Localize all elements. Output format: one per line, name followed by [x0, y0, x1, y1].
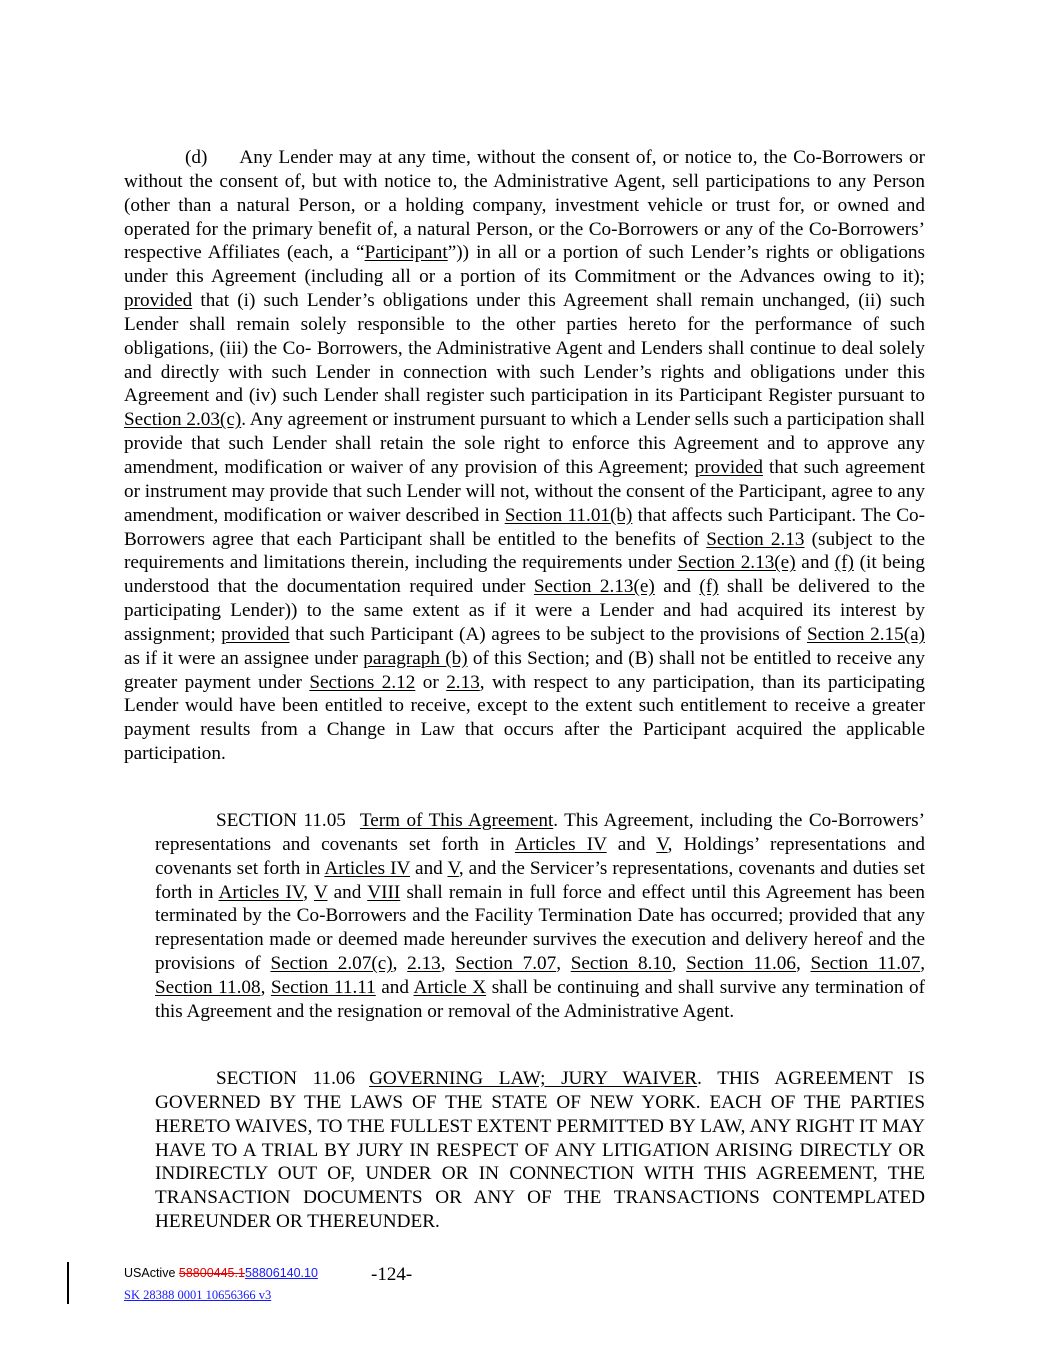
article-ref-iv: Articles IV [514, 833, 607, 855]
defined-term-participant: Participant [364, 242, 448, 264]
section-ref-2-07c: Section 2.07(c) [270, 953, 393, 975]
paragraph-text: that such agreement or instrument may provide that such Lender will not, without the consent of the Participant, agree to any amendment, modification or waiver described in [124, 456, 925, 526]
section-ref-2-13: 2.13 [446, 671, 480, 693]
section-ref-2-03c: Section 2.03(c) [124, 409, 242, 431]
section-ref-11-07: Section 11.07 [810, 953, 921, 975]
paragraph-text: shall be delivered to the participating Lender)) to the same extent as if it were a Lender and had acquired its interest by assignment; [124, 576, 925, 645]
section-text: and [606, 833, 657, 855]
section-ref-8-10: Section 8.10 [570, 953, 672, 975]
section-text: and [375, 976, 414, 998]
paragraph-text: (subject to the requirements and limitations therein, including the requirements under [124, 528, 926, 574]
section-ref-2-13: 2.13 [407, 953, 441, 975]
paragraph-text: ”)) in all or a portion of such Lender’s rights or obligations under this Agreement (including all or a portion of its Commitment or the Advances owing to it); [124, 242, 925, 288]
deleted-doc-number: 58800445.1 [178, 1266, 245, 1280]
footer-prefix: USActive [124, 1266, 179, 1280]
article-ref-iv: Articles IV [218, 881, 304, 903]
article-ref-x: Article X [413, 976, 487, 998]
provided-term: provided [221, 623, 290, 645]
section-text: , [440, 953, 456, 975]
footer-doc-number [124, 1266, 318, 1280]
section-ref-2-15a: Section 2.15(a) [806, 623, 925, 645]
section-text: . THIS AGREEMENT IS GOVERNED BY THE LAWS OF THE STATE OF NEW YORK. EACH OF THE PARTIES HERETO WAIVES, TO THE FULLEST EXTENT PERMITTED BY LAW, ANY RIGHT IT MAY HAVE TO A TRIAL BY JURY IN RESPECT OF ANY LITIGATION ARISING DIRECTLY OR INDIRECTLY OUT OF, UNDER OR IN CONNECTION WITH THIS AGREEMENT, THE TRANSACTION DOCUMENTS OR ANY OF THE TRANSACTIONS CONTEMPLATED HEREUNDER OR THEREUNDER. [155, 1068, 925, 1233]
inserted-doc-number: 58806140.10 [244, 1266, 318, 1280]
paragraph-text: , with respect to any participation, than its participating Lender would have been entitled to receive, except to the extent such entitlement to receive a greater payment results from a Change in Law that occurs after the Participant acquired the applicable participation. [124, 671, 926, 765]
paragraph-text: and [795, 552, 835, 574]
section-number: SECTION 11.06 [216, 1068, 356, 1089]
paragraph-ref-b: paragraph (b) [363, 647, 468, 669]
section-ref-2-12: Sections 2.12 [309, 671, 416, 693]
section-ref-11-08: Section 11.08 [155, 976, 261, 998]
paragraph-text: as if it were an assignee under [124, 647, 364, 669]
paragraph-label: (d) [185, 147, 208, 168]
paragraph-text: or [415, 671, 447, 693]
section-text: , [671, 953, 687, 975]
section-ref-2-13e: Section 2.13(e) [533, 576, 655, 598]
section-text: shall remain in full force and effect until this Agreement has been terminated by the Co-Borrowers and the Facility Termination Date has occurred; provided that any representation made or deemed made hereunder survives the execution and delivery hereof and the provisions of [155, 881, 926, 975]
change-bar [67, 1262, 69, 1304]
page-number: -124- [371, 1264, 413, 1285]
paragraph-text: that affects such Participant. The Co-Borrowers agree that each Participant shall be entitled to the benefits of [124, 504, 925, 550]
section-text: . This Agreement, including the Co-Borrowers’ representations and covenants set forth in [155, 810, 925, 855]
article-ref-v: V [656, 833, 668, 855]
paragraph-text: that such Participant (A) agrees to be subject to the provisions of [289, 623, 807, 645]
paragraph-text: that (i) such Lender’s obligations under this Agreement shall remain unchanged, (ii) such Lender shall remain solely responsible to the other parties hereto for the performance of such obligations, (iii) the Co- Borrowers, the Administrative Agent and Lenders shall continue to deal solely and directly with such Lender in connection with such Lender’s rights and obligations under this Agreement and (iv) such Lender shall register such participation in its Participant Register pursuant to [124, 290, 925, 407]
section-11-05 [155, 809, 925, 1024]
article-ref-iv: Articles IV [324, 857, 411, 879]
section-title: Term of This Agreement [359, 810, 554, 831]
section-11-06 [155, 1067, 925, 1234]
section-title: GOVERNING LAW; JURY WAIVER [369, 1068, 698, 1089]
provided-term: provided [124, 290, 193, 312]
section-number: SECTION 11.05 [216, 810, 346, 831]
section-ref-7-07: Section 7.07 [455, 953, 557, 975]
section-ref-2-13e: Section 2.13(e) [677, 552, 796, 574]
article-ref-v: V [313, 881, 328, 903]
paragraph-text: Any Lender may at any time, without the consent of, or notice to, the Co-Borrowers or without the consent of, but with notice to, the Administrative Agent, sell participations to any Person (other than a natural Person, or a holding company, investment vehicle or trust for, or owned and operated for the primary benefit of, a natural Person, or the Co-Borrowers or any of the Co-Borrowers’ respective Affiliates (each, a “ [124, 147, 925, 264]
article-ref-v: V [447, 857, 459, 879]
section-ref-f: (f) [834, 552, 854, 574]
section-ref-11-11: Section 11.11 [270, 976, 376, 998]
section-text: shall be continuing and shall survive any termination of this Agreement and the resignation or removal of the Administrative Agent. [155, 976, 925, 1022]
provided-term: provided [694, 456, 763, 478]
paragraph-text: (it being understood that the documentation required under [124, 552, 925, 598]
section-ref-11-06: Section 11.06 [686, 953, 796, 975]
section-text: , [303, 881, 314, 903]
paragraph-text: and [654, 576, 700, 598]
section-text: , [392, 953, 408, 975]
section-ref-f: (f) [699, 576, 719, 598]
section-text: and [327, 881, 368, 903]
paragraph-d [124, 146, 925, 766]
section-text: , [795, 953, 811, 975]
paragraph-text: of this Section; and (B) shall not be entitled to receive any greater payment under [124, 647, 926, 693]
article-ref-viii: VIII [367, 881, 401, 903]
paragraph-text: . Any agreement or instrument pursuant to which a Lender sells such a participation shall provide that such Lender shall retain the sole right to enforce this Agreement and to approve any amendment, modification or waiver of any provision of this Agreement; [124, 409, 925, 478]
section-text: , [556, 953, 571, 975]
section-text: , and the Servicer’s representations, covenants and duties set forth in [155, 857, 926, 903]
section-text: and [410, 857, 448, 879]
section-ref-2-13: Section 2.13 [706, 528, 805, 550]
footer-doc-id: SK 28388 0001 10656366 v3 [124, 1288, 272, 1302]
section-text: , [920, 953, 926, 975]
section-text: , Holdings’ representations and covenants set forth in [155, 833, 926, 879]
section-text: , [260, 976, 271, 998]
section-ref-11-01b: Section 11.01(b) [504, 504, 633, 526]
